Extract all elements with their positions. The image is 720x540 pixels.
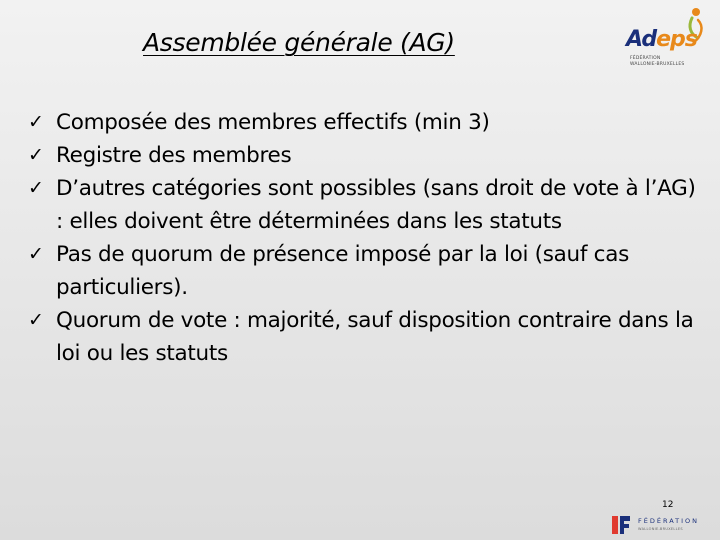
bullet-item: [26, 172, 706, 238]
bullet-item: [26, 139, 706, 172]
federation-emblem-icon: [608, 512, 634, 538]
bullet-item: [26, 304, 706, 370]
federation-logo: [608, 512, 714, 538]
slide-title: Assemblée générale (AG): [143, 28, 455, 57]
adeps-wordmark-eps: eps: [656, 27, 697, 52]
check-mark-icon: ✓: [28, 111, 44, 133]
bullet-text: Quorum de vote : majorité, sauf disposition contraire dans la loi ou les statuts: [56, 308, 694, 366]
adeps-subtitle-line1: FÉDÉRATION: [630, 56, 661, 61]
adeps-wordmark-ad: Ad: [626, 27, 657, 52]
bullet-item: [26, 238, 706, 304]
check-mark-icon: ✓: [28, 144, 44, 166]
adeps-logo: [618, 6, 714, 68]
federation-text: FÉDÉRATION: [638, 517, 700, 525]
bullet-text: D’autres catégories sont possibles (sans droit de vote à l’AG) : elles doivent être déterminées dans les statuts: [56, 176, 696, 234]
bullet-text: Composée des membres effectifs (min 3): [56, 110, 490, 135]
adeps-subtitle-line2: WALLONIE-BRUXELLES: [630, 62, 685, 68]
bullet-list: [26, 106, 706, 370]
check-mark-icon: ✓: [28, 309, 44, 331]
check-mark-icon: ✓: [28, 177, 44, 199]
adeps-subtitle: [630, 56, 684, 68]
page-number: 12: [662, 500, 674, 510]
bullet-text: Registre des membres: [56, 143, 292, 168]
federation-subtext: WALLONIE-BRUXELLES: [638, 527, 683, 531]
bullet-text: Pas de quorum de présence imposé par la loi (sauf cas particuliers).: [56, 242, 629, 300]
bullet-item: [26, 106, 706, 139]
adeps-wordmark: [626, 29, 697, 51]
check-mark-icon: ✓: [28, 243, 44, 265]
